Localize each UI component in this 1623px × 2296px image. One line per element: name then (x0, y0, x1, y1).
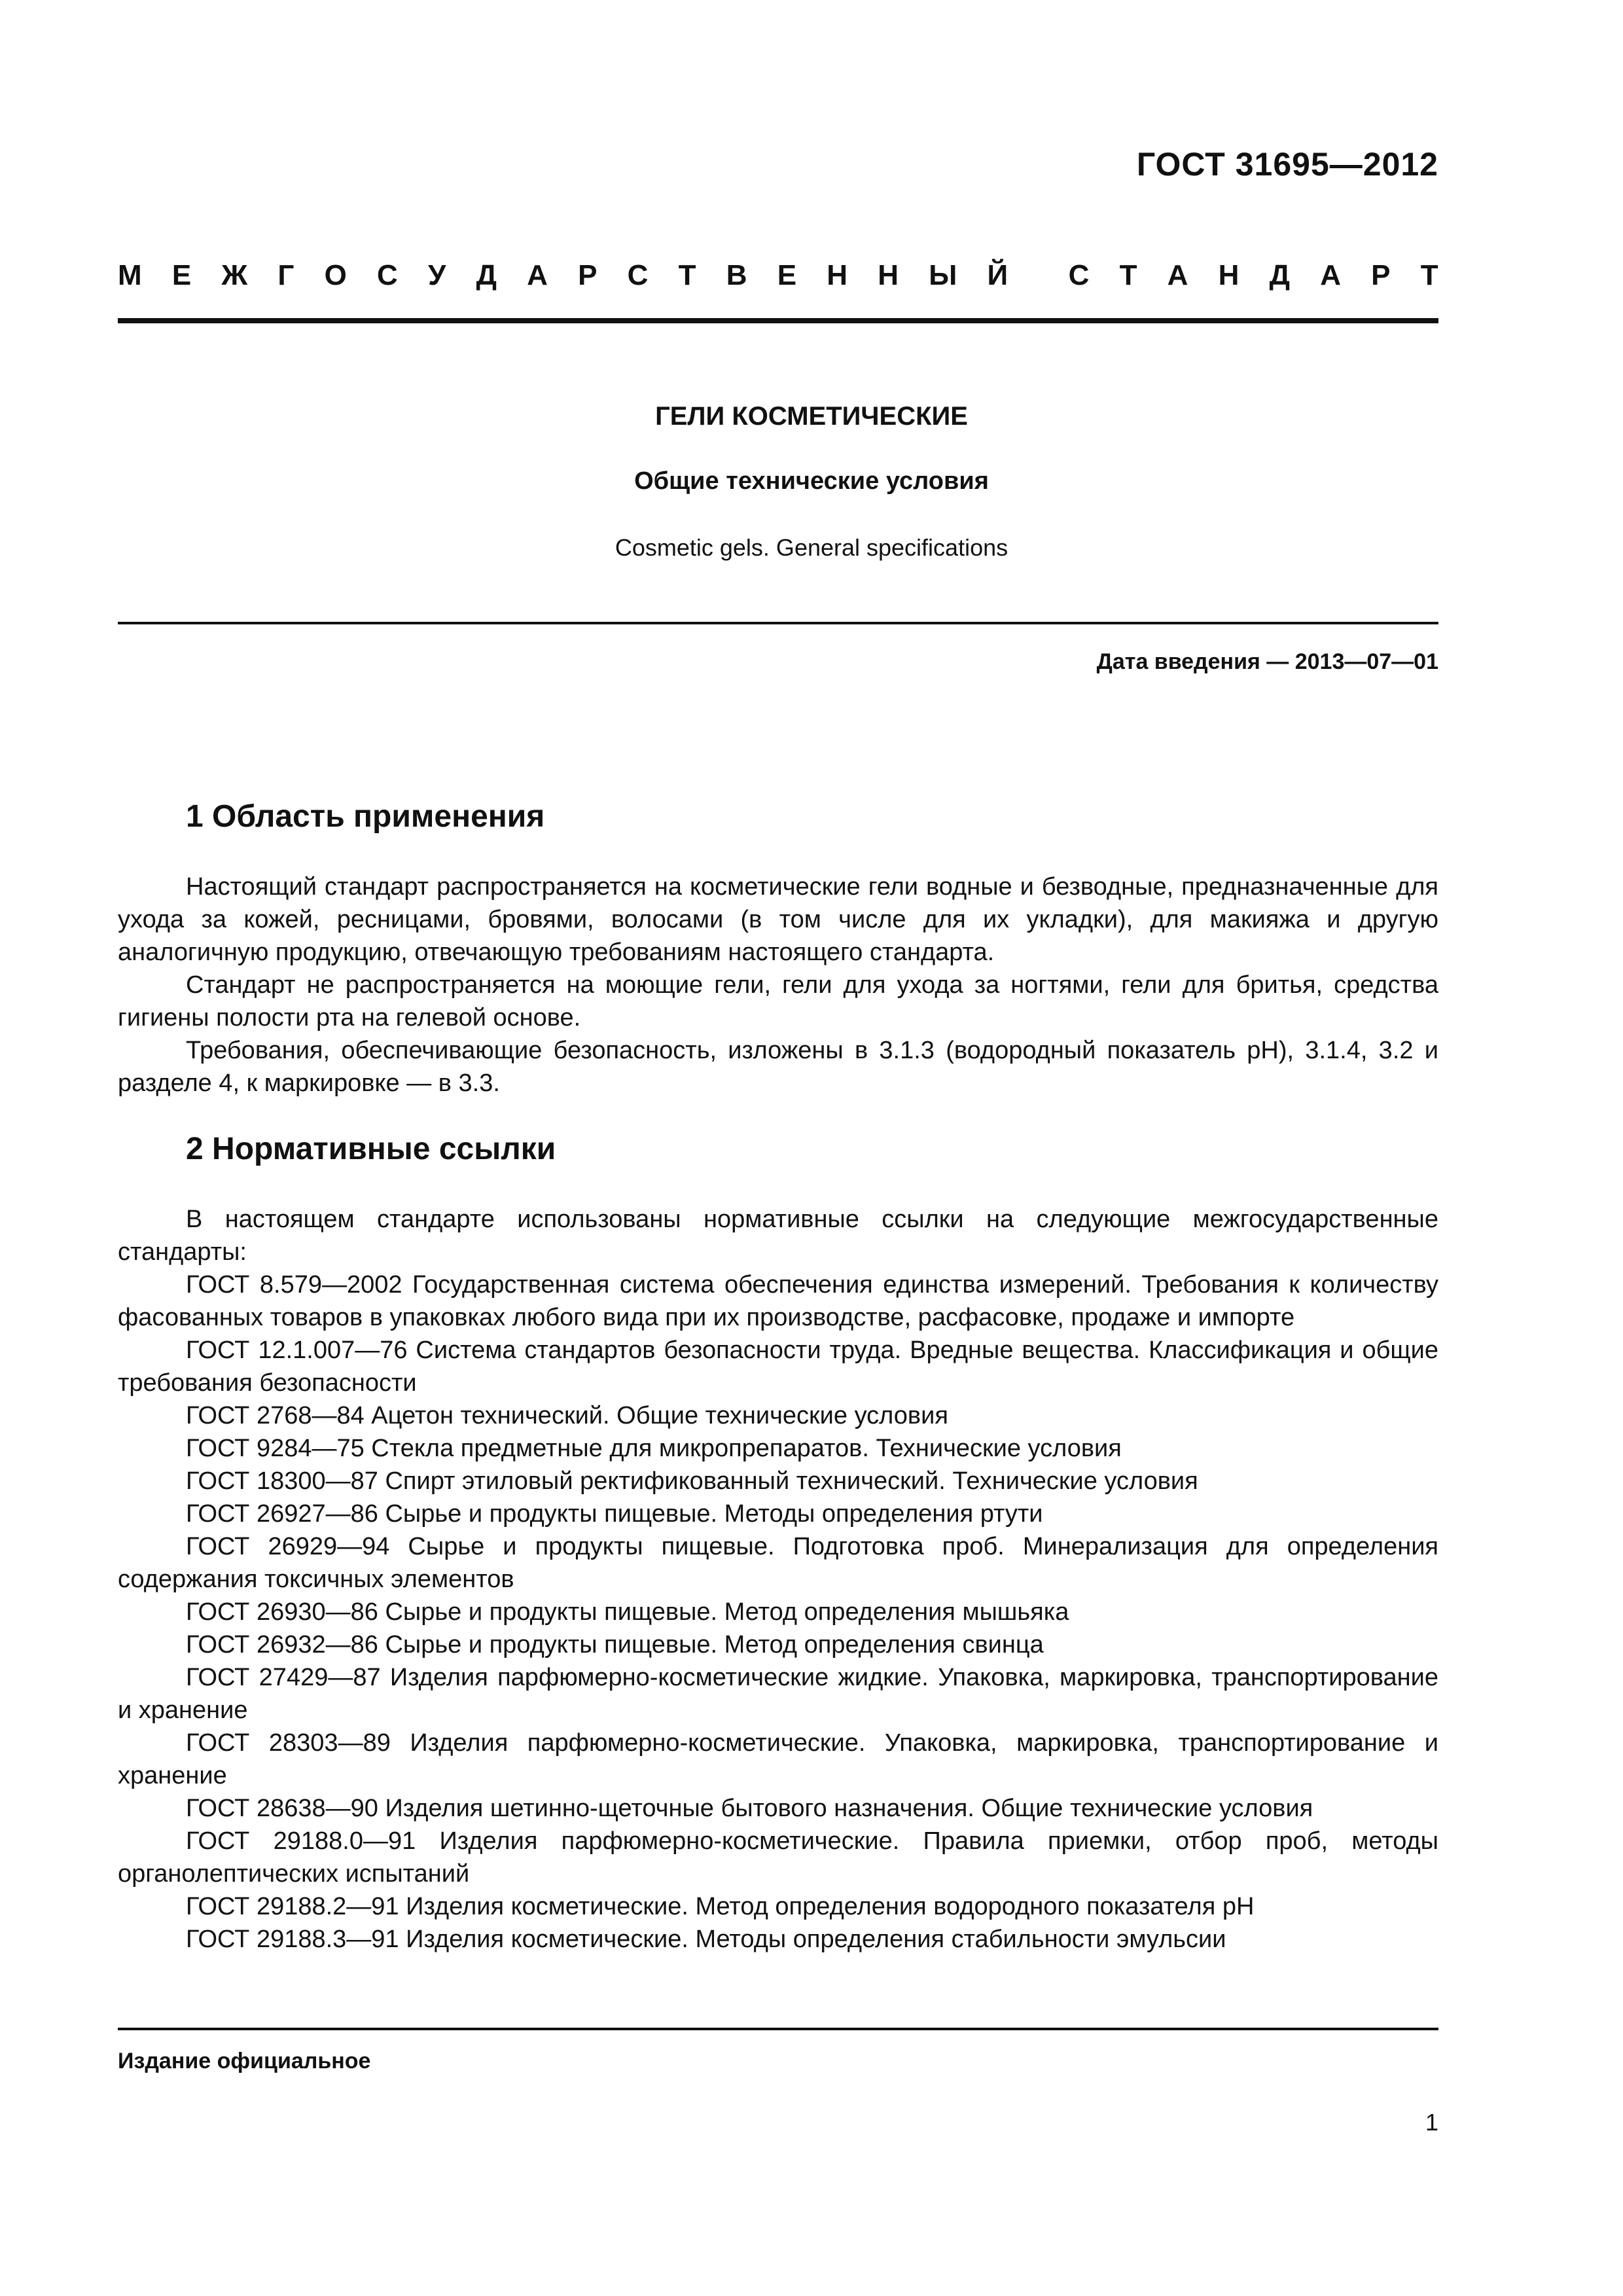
banner-letter: Н (827, 259, 848, 291)
banner-letter: В (726, 259, 747, 291)
banner-letter: Е (171, 259, 192, 291)
official-edition-label: Издание официальное (118, 2049, 371, 2073)
reference-item: ГОСТ 26930—86 Сырье и продукты пищевые. Метод определения мышьяка (186, 1598, 1069, 1626)
banner-letter: Й (987, 259, 1008, 291)
reference-item: ГОСТ 28303—89 Изделия парфюмерно-косметические. Упаковка, маркировка, транспортирование и хранение (118, 1729, 1438, 1789)
reference-item: ГОСТ 8.579—2002 Государственная система обеспечения единства измерений. Требования к количеству фасованных товаров в упаковках любого вида при их производстве, расфасовке, продаже и импорте (118, 1271, 1438, 1331)
reference-item: ГОСТ 12.1.007—76 Система стандартов безопасности труда. Вредные вещества. Классификация и общие требования безопасности (118, 1336, 1438, 1397)
interstate-standard-banner (118, 259, 1438, 292)
title-divider (118, 622, 1438, 624)
banner-letter: Ж (221, 259, 248, 291)
reference-item: ГОСТ 26929—94 Сырье и продукты пищевые. Подготовка проб. Минерализация для определения содержания токсичных элементов (118, 1533, 1438, 1593)
reference-item: ГОСТ 18300—87 Спирт этиловый ректификованный технический. Технические условия (186, 1467, 1198, 1495)
footer-divider (118, 2028, 1438, 2030)
banner-letter: М (118, 259, 142, 291)
banner-letter: У (427, 259, 446, 291)
reference-item: ГОСТ 29188.2—91 Изделия косметические. Метод определения водородного показателя pH (186, 1893, 1255, 1920)
introduction-date: Дата введения — 2013—07—01 (1096, 649, 1438, 674)
banner-letter: А (527, 259, 548, 291)
reference-item: ГОСТ 2768—84 Ацетон технический. Общие технические условия (186, 1402, 948, 1429)
banner-letter: С (1068, 259, 1090, 291)
document-subtitle: Общие технические условия (634, 467, 989, 495)
banner-letter: Н (878, 259, 899, 291)
paragraph: Требования, обеспечивающие безопасность, изложены в 3.1.3 (водородный показатель pH), 3.1.4, 3.2 и разделе 4, к маркировке — в 3.3. (118, 1037, 1438, 1097)
section-1-heading: 1 Область применения (186, 799, 545, 834)
banner-letter: Г (277, 259, 294, 291)
banner-letter: Д (1269, 259, 1290, 291)
banner-letter: Е (777, 259, 797, 291)
banner-letter: Д (476, 259, 497, 291)
document-title: ГЕЛИ КОСМЕТИЧЕСКИЕ (655, 402, 968, 431)
reference-item: ГОСТ 9284—75 Стекла предметные для микропрепаратов. Технические условия (186, 1435, 1122, 1462)
reference-item: ГОСТ 26927—86 Сырье и продукты пищевые. Методы определения ртути (186, 1500, 1043, 1528)
banner-letter: Н (1218, 259, 1240, 291)
paragraph: Настоящий стандарт распространяется на косметические гели водные и безводные, предназначенные для ухода за кожей, ресницами, бровями, волосами (в том числе для их укладки), для макияжа и другую аналогичную продукцию, отвечающую требованиям настоящего стандарта. (118, 873, 1438, 966)
banner-letter: О (324, 259, 347, 291)
banner-letter: Ы (929, 259, 957, 291)
paragraph: Стандарт не распространяется на моющие гели, гели для ухода за ногтями, гели для бритья, средства гигиены полости рта на гелевой основе. (118, 971, 1438, 1031)
reference-item: ГОСТ 27429—87 Изделия парфюмерно-косметические жидкие. Упаковка, маркировка, транспортирование и хранение (118, 1664, 1438, 1724)
reference-item: ГОСТ 29188.3—91 Изделия косметические. Методы определения стабильности эмульсии (186, 1926, 1226, 1953)
reference-item: ГОСТ 26932—86 Сырье и продукты пищевые. Метод определения свинца (186, 1631, 1044, 1659)
document-title-english: Cosmetic gels. General specifications (615, 534, 1008, 561)
banner-letter: С (627, 259, 649, 291)
page-number: 1 (1425, 2109, 1438, 2136)
section-1-body (118, 870, 1438, 1100)
banner-letter: Т (678, 259, 696, 291)
section-2-body (118, 1203, 1438, 1956)
banner-letter: Р (1371, 259, 1391, 291)
banner-letter: Т (1119, 259, 1137, 291)
header-divider (118, 318, 1438, 323)
banner-letter: А (1320, 259, 1341, 291)
gost-code: ГОСТ 31695—2012 (1136, 146, 1438, 183)
reference-item: ГОСТ 28638—90 Изделия шетинно-щеточные бытового назначения. Общие технические условия (186, 1795, 1313, 1822)
banner-letter: Р (578, 259, 597, 291)
paragraph: В настоящем стандарте использованы нормативные ссылки на следующие межгосударственные стандарты: (118, 1206, 1438, 1266)
section-2-heading: 2 Нормативные ссылки (186, 1132, 556, 1166)
banner-letter: Т (1420, 259, 1438, 291)
banner-letter: А (1167, 259, 1188, 291)
banner-letter: С (377, 259, 398, 291)
reference-item: ГОСТ 29188.0—91 Изделия парфюмерно-косметические. Правила приемки, отбор проб, методы органолептических испытаний (118, 1827, 1438, 1888)
